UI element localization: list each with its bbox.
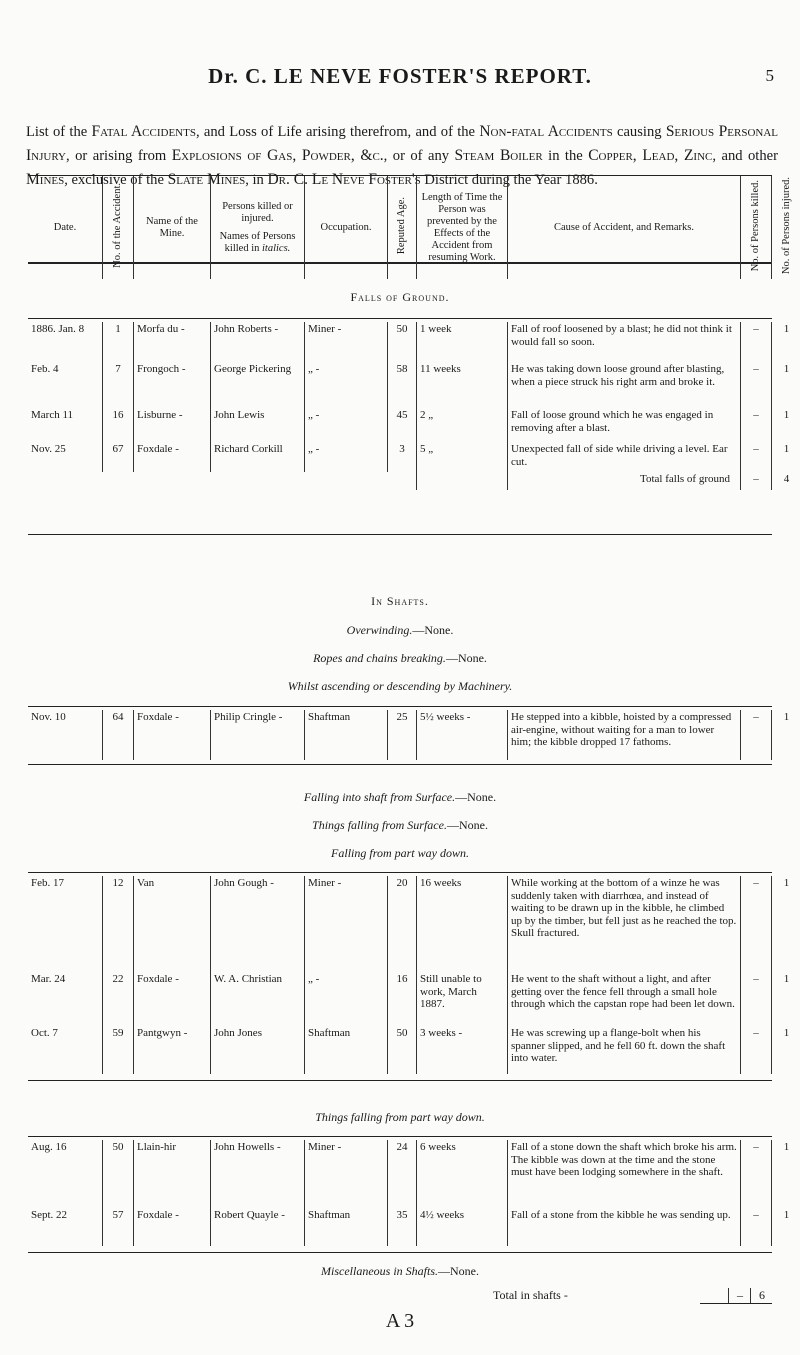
table-cell: Nov. 10 <box>31 711 66 723</box>
table-cell: 50 <box>388 1026 417 1074</box>
table-cell: 1 week <box>417 322 508 362</box>
table-cell: Foxdale - <box>134 442 211 472</box>
col-persons: Persons killed or injured. Names of Persons killed in italics. <box>211 176 305 279</box>
table-cell: Foxdale - <box>134 972 211 1026</box>
table-cell: George Pickering <box>211 362 305 408</box>
table-cell: 1 <box>772 876 800 972</box>
col-date: Date. <box>53 221 77 233</box>
table-cell: 12 <box>103 876 134 972</box>
whilst-heading: Whilst ascending or descending by Machinery. <box>287 679 513 693</box>
table-cell: Foxdale - <box>134 710 211 760</box>
table-cell <box>134 472 211 490</box>
table-cell <box>103 176 134 279</box>
table-cell: 1 <box>772 362 800 408</box>
whilst-table <box>28 710 800 760</box>
table-cell <box>305 472 388 490</box>
falling-part-heading: Falling from part way down. <box>331 846 469 860</box>
table-cell <box>388 472 417 490</box>
table-cell: – <box>741 972 772 1026</box>
table-cell: 5 „ <box>417 442 508 472</box>
table-cell: 16 <box>388 972 417 1026</box>
table-cell: Fall of a stone from the kibble he was sending up. <box>508 1208 741 1246</box>
table-cell: John Roberts - <box>211 322 305 362</box>
col-no: No. of the Accident. <box>112 183 123 268</box>
table-row <box>28 408 800 442</box>
table-cell: 1 <box>772 1026 800 1074</box>
table-cell: Philip Cringle - <box>211 710 305 760</box>
table-cell <box>772 176 800 279</box>
table-cell: John Jones <box>211 1026 305 1074</box>
table-cell: 5½ weeks - <box>417 710 508 760</box>
table-row <box>28 322 800 362</box>
table-cell: He stepped into a kibble, hoisted by a compressed air-engine, without waiting for a man to lower him; the kibble dropped 17 fathoms. <box>508 710 741 760</box>
things-surface-line: Things falling from Surface.—None. <box>312 818 488 832</box>
table-cell: Shaftman <box>305 1026 388 1074</box>
table-cell: Fall of a stone down the shaft which broke his arm. The kibble was down at the time and the stone must have been lodging somewhere in the shaft. <box>508 1140 741 1208</box>
table-cell: March 11 <box>31 409 74 421</box>
table-cell: Miner - <box>305 1140 388 1208</box>
table-cell: Shaftman <box>305 1208 388 1246</box>
table-cell: 1 <box>772 1140 800 1208</box>
table-row <box>28 442 800 472</box>
falls-table <box>28 322 800 490</box>
col-mine: Name of the Mine. <box>134 176 211 279</box>
table-cell: Nov. 25 <box>31 443 66 455</box>
table-cell: Total falls of ground <box>508 472 741 490</box>
table-cell: „ - <box>305 408 388 442</box>
section-falls: Falls of Ground. <box>350 290 450 304</box>
total-row <box>28 472 800 490</box>
table-cell: 1 <box>772 442 800 472</box>
table-cell: 3 weeks - <box>417 1026 508 1074</box>
table-cell: 1 <box>772 1208 800 1246</box>
table-cell: 58 <box>388 362 417 408</box>
table-cell: 11 weeks <box>417 362 508 408</box>
table-cell: 25 <box>388 710 417 760</box>
table-cell: – <box>741 408 772 442</box>
table-cell: Frongoch - <box>134 362 211 408</box>
table-cell: 16 <box>103 408 134 442</box>
table-row <box>28 710 800 760</box>
col-injured: No. of Persons injured. <box>780 177 792 275</box>
table-cell: „ - <box>305 442 388 472</box>
table-cell: „ - <box>305 362 388 408</box>
overwinding-line: Overwinding.—None. <box>346 623 454 637</box>
col-killed: No. of Persons killed. <box>750 179 761 272</box>
table-cell: Lisburne - <box>134 408 211 442</box>
table-cell: Miner - <box>305 876 388 972</box>
table-cell: Pantgwyn - <box>134 1026 211 1074</box>
table-cell: 1 <box>772 710 800 760</box>
table-cell: – <box>741 1140 772 1208</box>
table-row <box>28 972 800 1026</box>
table-cell: Mar. 24 <box>31 973 66 985</box>
col-age: Reputed Age. <box>396 196 407 255</box>
table-cell: Shaftman <box>305 710 388 760</box>
table-cell: John Gough - <box>211 876 305 972</box>
table-cell: Foxdale - <box>134 1208 211 1246</box>
table-cell: Fall of roof loosened by a blast; he did not think it would fall so soon. <box>508 322 741 362</box>
falling-into-line: Falling into shaft from Surface.—None. <box>303 790 497 804</box>
table-cell: Feb. 4 <box>31 363 59 375</box>
table-cell <box>28 472 103 490</box>
table-cell: He was screwing up a flange-bolt when his spanner slipped, and he fell 60 ft. down the shaft into water. <box>508 1026 741 1074</box>
table-cell: 7 <box>103 362 134 408</box>
table-cell: 20 <box>388 876 417 972</box>
table-cell: 50 <box>103 1140 134 1208</box>
table-row <box>28 876 800 972</box>
table-cell: Sept. 22 <box>31 1209 68 1221</box>
falling-table <box>28 876 800 1074</box>
table-cell: – <box>741 362 772 408</box>
table-cell: Llain-hir <box>134 1140 211 1208</box>
col-occupation: Occupation. <box>305 176 388 279</box>
table-cell <box>417 472 508 490</box>
ropes-line: Ropes and chains breaking.—None. <box>313 651 487 665</box>
table-cell: Van <box>134 876 211 972</box>
table-cell: 57 <box>103 1208 134 1246</box>
table-cell: 59 <box>103 1026 134 1074</box>
table-cell: 3 <box>388 442 417 472</box>
table-cell: 16 weeks <box>417 876 508 972</box>
table-cell: – <box>741 1208 772 1246</box>
total-shafts-killed: – <box>728 1288 751 1303</box>
misc-line: Miscellaneous in Shafts.—None. <box>321 1264 479 1278</box>
table-cell: – <box>741 472 772 490</box>
table-cell: 22 <box>103 972 134 1026</box>
table-cell: 1886. Jan. 8 <box>31 323 85 335</box>
table-cell: Fall of loose ground which he was engaged in removing after a blast. <box>508 408 741 442</box>
table-cell: 2 „ <box>417 408 508 442</box>
table-row <box>28 1026 800 1074</box>
table-cell: 67 <box>103 442 134 472</box>
table-row <box>28 1208 800 1246</box>
table-cell: John Howells - <box>211 1140 305 1208</box>
table-cell: 35 <box>388 1208 417 1246</box>
table-cell: 64 <box>103 710 134 760</box>
table-cell: 4½ weeks <box>417 1208 508 1246</box>
table-cell: John Lewis <box>211 408 305 442</box>
table-cell: W. A. Christian <box>211 972 305 1026</box>
table-cell <box>211 472 305 490</box>
table-cell: – <box>741 1026 772 1074</box>
table-cell: Feb. 17 <box>31 877 64 889</box>
page-number: 5 <box>765 66 774 85</box>
table-cell: 1 <box>772 972 800 1026</box>
intro-title: List of the Fatal Accidents, and Loss of Life arising therefrom, and of the Non-fatal Accidents causing Serious Personal Injury, or arising from Explosions of Gas, Powder, &c., or of any Steam Boiler in the Copper, Lead, Zinc, and other Mines, exclusive of the Slate Mines, in Dr. C. Le Neve Foster's District during the Year 1886. <box>26 123 778 188</box>
table-cell: He went to the shaft without a light, and after getting over the fence fell through a small hole through which the capstan rope had been let down. <box>508 972 741 1026</box>
table-cell: Oct. 7 <box>31 1027 58 1039</box>
section-shafts: In Shafts. <box>371 594 429 608</box>
table-cell: 6 weeks <box>417 1140 508 1208</box>
table-cell <box>103 472 134 490</box>
total-shafts-label: Total in shafts - <box>493 1288 568 1302</box>
table-cell: – <box>741 710 772 760</box>
signature-mark: A 3 <box>385 1310 415 1332</box>
table-row <box>28 362 800 408</box>
table-cell: Unexpected fall of side while driving a level. Ear cut. <box>508 442 741 472</box>
table-header <box>28 175 792 275</box>
col-time: Length of Time the Person was prevented by the Effects of the Accident from resuming Work. <box>417 176 508 279</box>
table-cell: 4 <box>772 472 800 490</box>
total-shafts-injured: 6 <box>750 1288 773 1303</box>
table-cell: 1 <box>772 322 800 362</box>
table-cell: – <box>741 442 772 472</box>
table-cell: – <box>741 876 772 972</box>
table-cell: – <box>741 322 772 362</box>
table-cell: While working at the bottom of a winze he was suddenly taken with diarrhœa, and instead of waiting to be drawn up in the kibble, he climbed up by the timber, but fell just as he reached the top. Skull fractured. <box>508 876 741 972</box>
table-cell: „ - <box>305 972 388 1026</box>
table-cell: Still unable to work, March 1887. <box>417 972 508 1026</box>
table-cell: 50 <box>388 322 417 362</box>
table-cell: 1 <box>103 322 134 362</box>
table-cell: Morfa du - <box>134 322 211 362</box>
things-table <box>28 1140 800 1246</box>
table-cell: 24 <box>388 1140 417 1208</box>
table-cell: Richard Corkill <box>211 442 305 472</box>
table-cell <box>388 176 417 279</box>
table-cell: He was taking down loose ground after blasting, when a piece struck his right arm and broke it. <box>508 362 741 408</box>
running-head: Dr. C. LE NEVE FOSTER'S REPORT. <box>208 64 592 88</box>
table-cell: Miner - <box>305 322 388 362</box>
table-row <box>28 1140 800 1208</box>
table-cell: Aug. 16 <box>31 1141 67 1153</box>
things-part-heading: Things falling from part way down. <box>315 1110 485 1124</box>
table-cell <box>741 176 772 279</box>
table-cell: 1 <box>772 408 800 442</box>
table-cell: 45 <box>388 408 417 442</box>
table-cell: Robert Quayle - <box>211 1208 305 1246</box>
col-cause: Cause of Accident, and Remarks. <box>508 176 741 279</box>
